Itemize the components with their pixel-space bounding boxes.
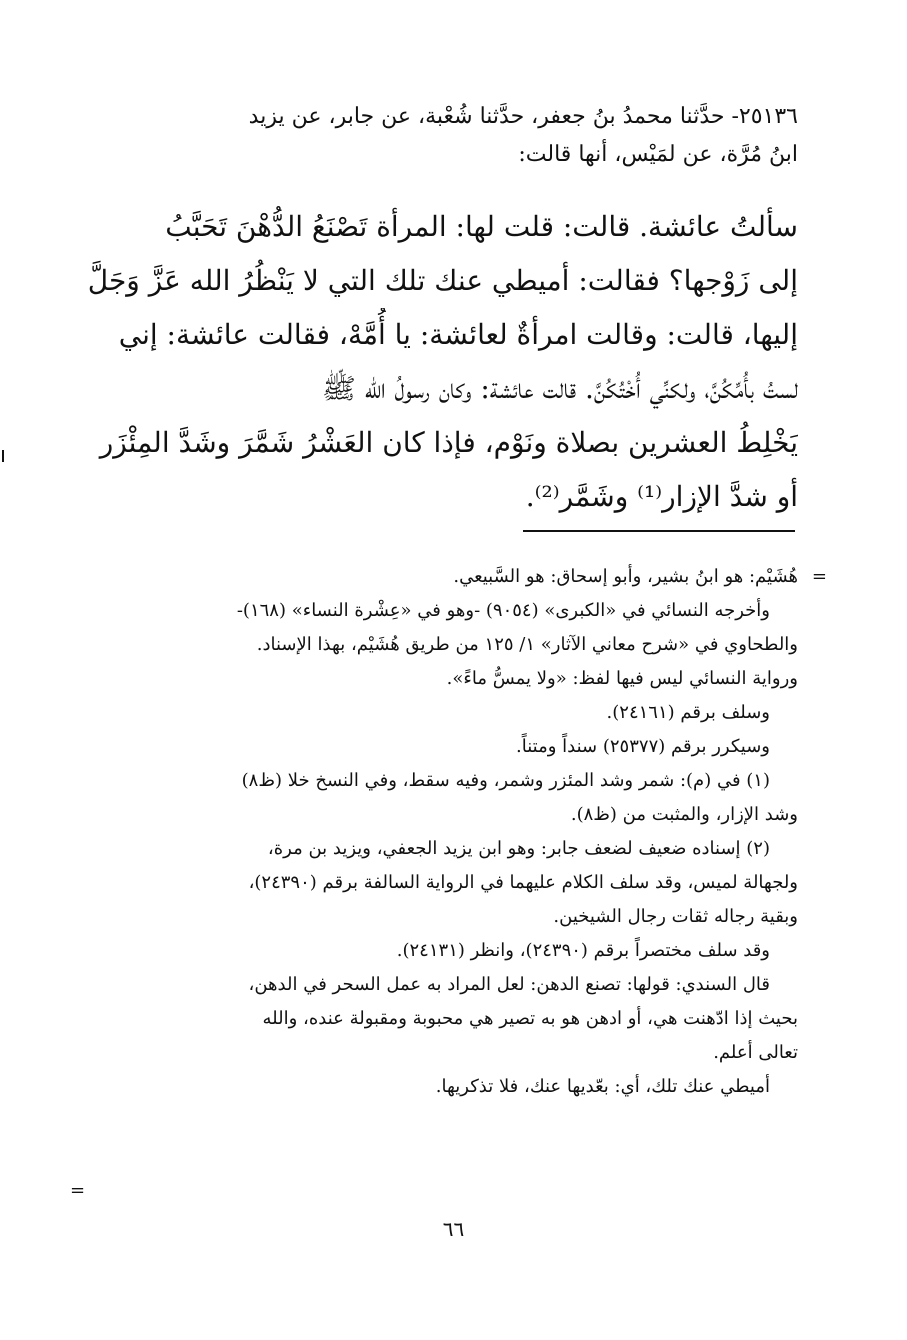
matn-line: إليها، قالت: وقالت امرأةٌ لعائشة: يا أُمَّهْ، فقالت عائشة: إني — [118, 318, 798, 351]
footnote-line: ورواية النسائي ليس فيها لفظ: «ولا يمسُّ ماءً». — [446, 668, 798, 689]
footnote-line: تعالى أعلم. — [713, 1042, 798, 1063]
footnote-line: وأخرجه النسائي في «الكبرى» (٩٠٥٤) -وهو في «عِشْرة النساء» (١٦٨)- — [236, 600, 770, 621]
scan-edge-mark — [2, 450, 4, 462]
footnote-line: هُشَيْم: هو ابنُ بشير، وأبو إسحاق: هو السَّبيعي. — [453, 566, 798, 587]
footnote-line: وشد الإزار، والمثبت من (ظ٨). — [570, 804, 798, 825]
footnote-divider — [523, 530, 795, 532]
matn-line: لستُ بأُمِّكُنَّ، ولكنِّي أُخْتُكُنَّ. قالت عائشة: وكان رسولُ الله ﷺ — [321, 372, 798, 405]
hadith-matn — [78, 200, 798, 524]
footnote-line: والطحاوي في «شرح معاني الآثار» ١/ ١٢٥ من طريق هُشَيْم، بهذا الإسناد. — [256, 634, 798, 655]
footnote-line: (١) في (م): شمر وشد المئزر وشمر، وفيه سقط، وفي النسخ خلا (ظ٨) — [241, 770, 770, 791]
end-continuation-mark: = — [70, 1180, 86, 1201]
footnote-line: (٢) إسناده ضعيف لضعف جابر: وهو ابن يزيد الجعفي، ويزيد بن مرة، — [267, 838, 770, 859]
isnad-line: ابنُ مُرَّة، عن لمَيْس، أنها قالت: — [518, 142, 798, 167]
footnote-line: بحيث إذا ادّهنت هي، أو ادهن هو به تصير هي محبوبة ومقبولة عنده، والله — [262, 1008, 798, 1029]
footnote-line: وسلف برقم (٢٤١٦١). — [606, 702, 770, 723]
matn-line: إلى زَوْجها؟ فقالت: أميطي عنك تلك التي لا يَنْظُرُ الله عَزَّ وَجَلَّ — [87, 264, 798, 297]
footnote-line: وبقية رجاله ثقات رجال الشيخين. — [553, 906, 798, 927]
matn-line: يَخْلِطُ العشرين بصلاة ونَوْم، فإذا كان العَشْرُ شَمَّرَ وشَدَّ المِئْزَر — [99, 426, 798, 459]
matn-line: أو شدَّ الإزار⁽¹⁾ وشَمَّر⁽²⁾. — [525, 480, 798, 513]
matn-line: سألتُ عائشة. قالت: قلت لها: المرأة تَصْنَعُ الدُّهْنَ تَحَبَّبُ — [165, 210, 798, 243]
footnote-line: ولجهالة لميس، وقد سلف الكلام عليهما في الرواية السالفة برقم (٢٤٣٩٠)، — [248, 872, 798, 893]
footnote-line: أميطي عنك تلك، أي: بعّديها عنك، فلا تذكريها. — [435, 1076, 770, 1097]
continuation-mark: = — [811, 566, 827, 587]
footnote-line: وسيكرر برقم (٢٥٣٧٧) سنداً ومتناً. — [516, 736, 770, 757]
footnotes — [78, 560, 798, 1104]
hadith-isnad — [78, 98, 798, 174]
footnote-line: قال السندي: قولها: تصنع الدهن: لعل المراد به عمل السحر في الدهن، — [248, 974, 770, 995]
footnote-line: وقد سلف مختصراً برقم (٢٤٣٩٠)، وانظر (٢٤١٣١). — [396, 940, 770, 961]
page-number: ٦٦ — [442, 1217, 465, 1241]
isnad-line: ٢٥١٣٦- حدَّثنا محمدُ بنُ جعفر، حدَّثنا شُعْبة، عن جابر، عن يزيد — [248, 104, 798, 129]
